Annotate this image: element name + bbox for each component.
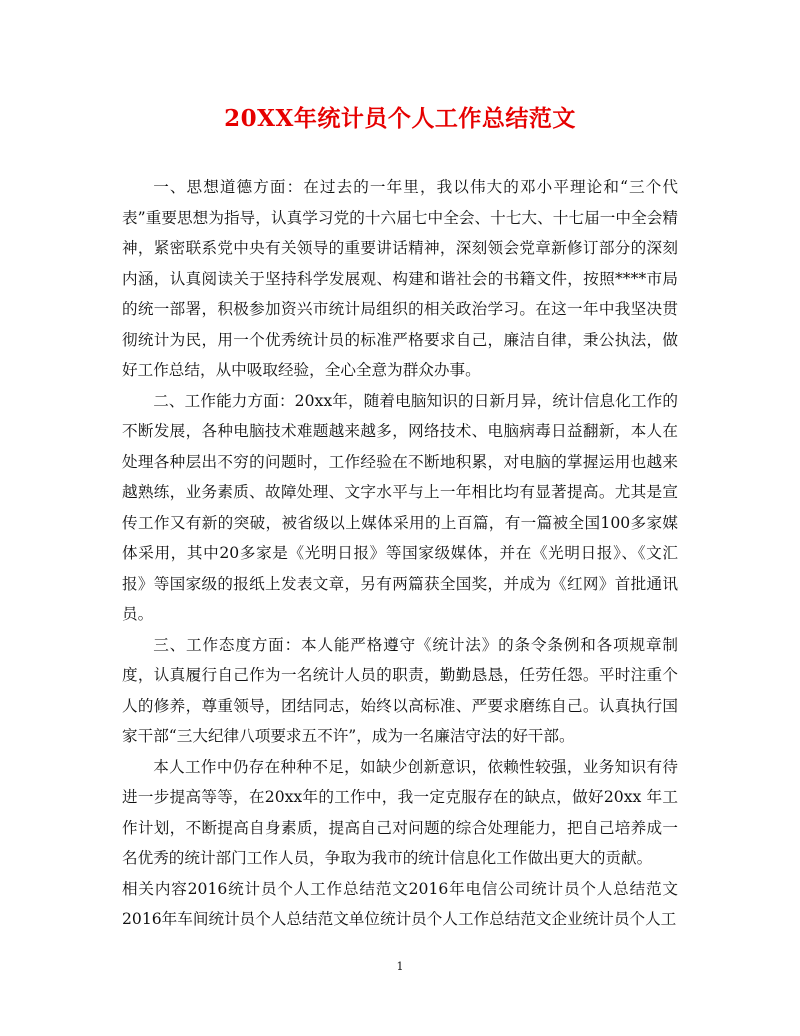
paragraph-attitude: 三、工作态度方面：本人能严格遵守《统计法》的条令条例和各项规章制度，认真履行自己作为一名统计人员的职责，勤勤恳恳，任劳任怨。平时注重个人的修养，尊重领导，团结同志，始终以高标准、严要求磨练自己。认真执行国家干部“三大纪律八项要求五不许”，成为一名廉洁守法的好干部。 xyxy=(122,635,678,745)
paragraph-ability: 二、工作能力方面：20xx年，随着电脑知识的日新月异，统计信息化工作的不断发展，各种电脑技术难题越来越多，网络技术、电脑病毒日益翻新，本人在处理各种层出不穷的问题时，工作经验在不断地积累，对电脑的掌握运用也越来越熟练，业务素质、故障处理、文字水平与上一年相比均有显著提高。尤其是宣传工作又有新的突破，被省级以上媒体采用的上百篇，有一篇被全国100多家媒体采用，其中20多家是《光明日报》等国家级媒体，并在《光明日报》、《文汇报》等国家级的报纸上发表文章，另有两篇获全国奖，并成为《红网》首批通讯员。 xyxy=(122,391,678,623)
document-body xyxy=(122,172,678,935)
paragraph-shortcomings: 本人工作中仍存在种种不足，如缺少创新意识，依赖性较强，业务知识有待进一步提高等等，在20xx年的工作中，我一定克服存在的缺点，做好20xx 年工作计划，不断提高自身素质，提高自己对问题的综合处理能力，把自己培养成一名优秀的统计部门工作人员，争取为我市的统计信息化工作做出更大的贡献。 xyxy=(122,757,678,867)
page-number: 1 xyxy=(396,960,404,973)
related-content: 相关内容2016统计员个人工作总结范文2016年电信公司统计员个人总结范文2016年车间统计员个人总结范文单位统计员个人工作总结范文企业统计员个人工 xyxy=(122,879,678,928)
paragraph-ideology: 一、思想道德方面：在过去的一年里，我以伟大的邓小平理论和“三个代表”重要思想为指导，认真学习党的十六届七中全会、十七大、十七届一中全会精神，紧密联系党中央有关领导的重要讲话精神，深刻领会党章新修订部分的深刻内涵，认真阅读关于坚持科学发展观、构建和谐社会的书籍文件，按照****市局的统一部署，积极参加资兴市统计局组织的相关政治学习。在这一年中我坚决贯彻统计为民，用一个优秀统计员的标准严格要求自己，廉洁自律，秉公执法，做好工作总结，从中吸取经验，全心全意为群众办事。 xyxy=(122,178,678,379)
document-title: 20XX年统计员个人工作总结范文 xyxy=(224,105,576,132)
